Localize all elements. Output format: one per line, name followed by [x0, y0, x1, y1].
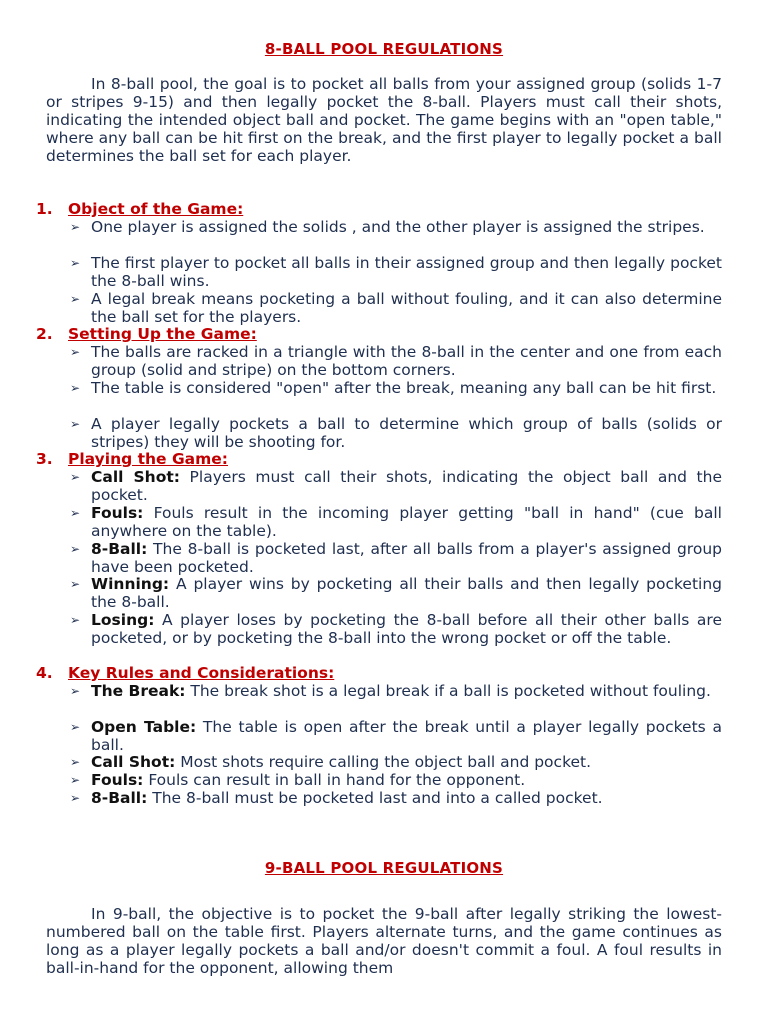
list-item: ➢ A player legally pockets a ball to determine which group of balls (solids or stripes) they will be shooting for. — [70, 415, 722, 451]
list-item: ➢ Fouls: Fouls result in the incoming player getting "ball in hand" (cue ball anywhere on the table). — [70, 504, 722, 540]
section-label: Object of the Game: — [68, 200, 244, 218]
arrow-bullet-icon: ➢ — [70, 381, 81, 395]
list-item: ➢ Call Shot: Most shots require calling the object ball and pocket. — [70, 753, 592, 771]
list-item: ➢ The table is considered "open" after the break, meaning any ball can be hit first. — [70, 379, 717, 397]
section-heading-4 — [36, 664, 334, 682]
section-heading-2 — [36, 325, 257, 343]
arrow-bullet-icon: ➢ — [70, 292, 81, 306]
arrow-bullet-icon: ➢ — [70, 577, 81, 591]
arrow-bullet-icon: ➢ — [70, 506, 81, 520]
arrow-bullet-icon: ➢ — [70, 256, 81, 270]
arrow-bullet-icon: ➢ — [70, 755, 81, 769]
section-label: Setting Up the Game: — [68, 325, 257, 343]
list-item: ➢ One player is assigned the solids , and the other player is assigned the stripes. — [70, 218, 705, 236]
section-number: 2. — [36, 325, 53, 343]
list-item: ➢ Losing: A player loses by pocketing the 8-ball before all their other balls are pocketed, or by pocketing the 8-ball into the wrong pocket or off the table. — [70, 611, 722, 647]
title-8ball: 8-BALL POOL REGULATIONS — [264, 40, 504, 58]
section-number: 3. — [36, 450, 53, 468]
list-item: ➢ Fouls: Fouls can result in ball in hand for the opponent. — [70, 771, 526, 789]
arrow-bullet-icon: ➢ — [70, 613, 81, 627]
section-number: 1. — [36, 200, 53, 218]
arrow-bullet-icon: ➢ — [70, 542, 81, 556]
list-item: ➢ Winning: A player wins by pocketing all their balls and then legally pocketing the 8-ball. — [70, 575, 722, 611]
list-item: ➢ Open Table: The table is open after the break until a player legally pockets a ball. — [70, 718, 722, 754]
section-number: 4. — [36, 664, 53, 682]
list-item: ➢ The first player to pocket all balls in their assigned group and then legally pocket the 8-ball wins. — [70, 254, 722, 290]
list-item: ➢ The Break: The break shot is a legal break if a ball is pocketed without fouling. — [70, 682, 711, 700]
section-heading-3 — [36, 450, 228, 468]
arrow-bullet-icon: ➢ — [70, 417, 81, 431]
list-item: ➢ Call Shot: Players must call their shots, indicating the object ball and the pocket. — [70, 468, 722, 504]
list-item: ➢ 8-Ball: The 8-ball must be pocketed last and into a called pocket. — [70, 789, 603, 807]
arrow-bullet-icon: ➢ — [70, 220, 81, 234]
intro-9ball: In 9-ball, the objective is to pocket the 9-ball after legally striking the lowest-numbered ball on the table first. Players alternate turns, and the game continues as long as a player legally pockets a ball and/or doesn't commit a foul. A foul results in ball-in-hand for the opponent, allowing them — [46, 905, 722, 977]
arrow-bullet-icon: ➢ — [70, 773, 81, 787]
arrow-bullet-icon: ➢ — [70, 720, 81, 734]
list-item: ➢ The balls are racked in a triangle with the 8-ball in the center and one from each group (solid and stripe) on the bottom corners. — [70, 343, 722, 379]
list-item: ➢ A legal break means pocketing a ball without fouling, and it can also determine the ball set for the players. — [70, 290, 722, 326]
arrow-bullet-icon: ➢ — [70, 345, 81, 359]
arrow-bullet-icon: ➢ — [70, 684, 81, 698]
title-9ball: 9-BALL POOL REGULATIONS — [264, 859, 504, 877]
list-item: ➢ 8-Ball: The 8-ball is pocketed last, after all balls from a player's assigned group have been pocketed. — [70, 540, 722, 576]
arrow-bullet-icon: ➢ — [70, 791, 81, 805]
section-label: Playing the Game: — [68, 450, 228, 468]
section-label: Key Rules and Considerations: — [68, 664, 335, 682]
arrow-bullet-icon: ➢ — [70, 470, 81, 484]
section-heading-1 — [36, 200, 243, 218]
intro-8ball: In 8-ball pool, the goal is to pocket all balls from your assigned group (solids 1-7 or stripes 9-15) and then legally pocket the 8-ball. Players must call their shots, indicating the intended object ball and pocket. The game begins with an "open table," where any ball can be hit first on the break, and the first player to legally pocket a ball determines the ball set for each player. — [46, 75, 722, 165]
